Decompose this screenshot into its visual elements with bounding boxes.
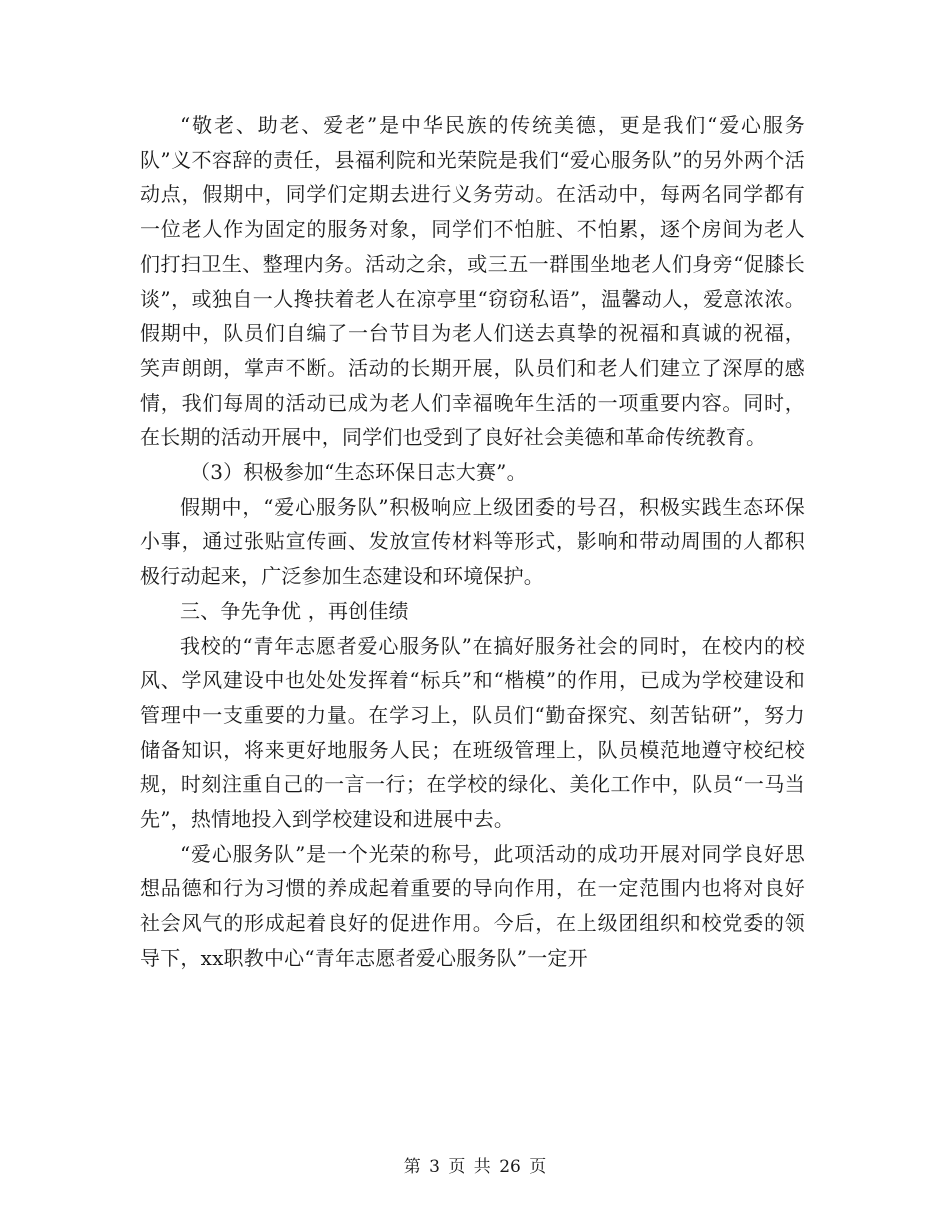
paragraph-conclusion: “爱心服务队”是一个光荣的称号，此项活动的成功开展对同学良好思想品德和行为习惯的养成起着重要的导向作用，在一定范围内也将对良好社会风气的形成起着良好的促进作用。今后，在上级团组织和校党委的领导下，xx职教中心“青年志愿者爱心服务队”一定开 <box>140 841 805 970</box>
document-body <box>140 108 805 976</box>
section-heading-excellence: 三、争先争优 ，再创佳绩 <box>180 598 409 623</box>
paragraph-school-role: 我校的“青年志愿者爱心服务队”在搞好服务社会的同时，在校内的校风、学风建设中也处处发挥着“标兵”和“楷模”的作用，已成为学校建设和管理中一支重要的力量。在学习上，队员们“勤奋探究、刻苦钻研”，努力储备知识，将来更好地服务人民；在班级管理上，队员模范地遵守校纪校规，时刻注重自己的一言一行；在学校的绿化、美化工作中，队员“一马当先”，热情地投入到学校建设和进展中去。 <box>140 633 805 832</box>
page-number-footer: 第 3 页 共 26 页 <box>403 1157 547 1177</box>
paragraph-eco-diary-heading: （3）积极参加“生态环保日志大赛”。 <box>190 460 527 485</box>
paragraph-eco-practice: 假期中，“爱心服务队”积极响应上级团委的号召，积极实践生态环保小事，通过张贴宣传画、发放宣传材料等形式，影响和带动周围的人都积极行动起来，广泛参加生态建设和环境保护。 <box>140 494 805 589</box>
paragraph-elderly-service: “敬老、助老、爱老”是中华民族的传统美德，更是我们“爱心服务队”义不容辞的责任，县福利院和光荣院是我们“爱心服务队”的另外两个活动点，假期中，同学们定期去进行义务劳动。在活动中，每两名同学都有一位老人作为固定的服务对象，同学们不怕脏、不怕累，逐个房间为老人们打扫卫生、整理内务。活动之余，或三五一群围坐地老人们身旁“促膝长谈”，或独自一人搀扶着老人在凉亭里“窃窃私语”，温馨动人，爱意浓浓。假期中，队员们自编了一台节目为老人们送去真挚的祝福和真诚的祝福，笑声朗朗，掌声不断。活动的长期开展，队员们和老人们建立了深厚的感情，我们每周的活动已成为老人们幸福晚年生活的一项重要内容。同时，在长期的活动开展中，同学们也受到了良好社会美德和革命传统教育。 <box>140 113 805 450</box>
